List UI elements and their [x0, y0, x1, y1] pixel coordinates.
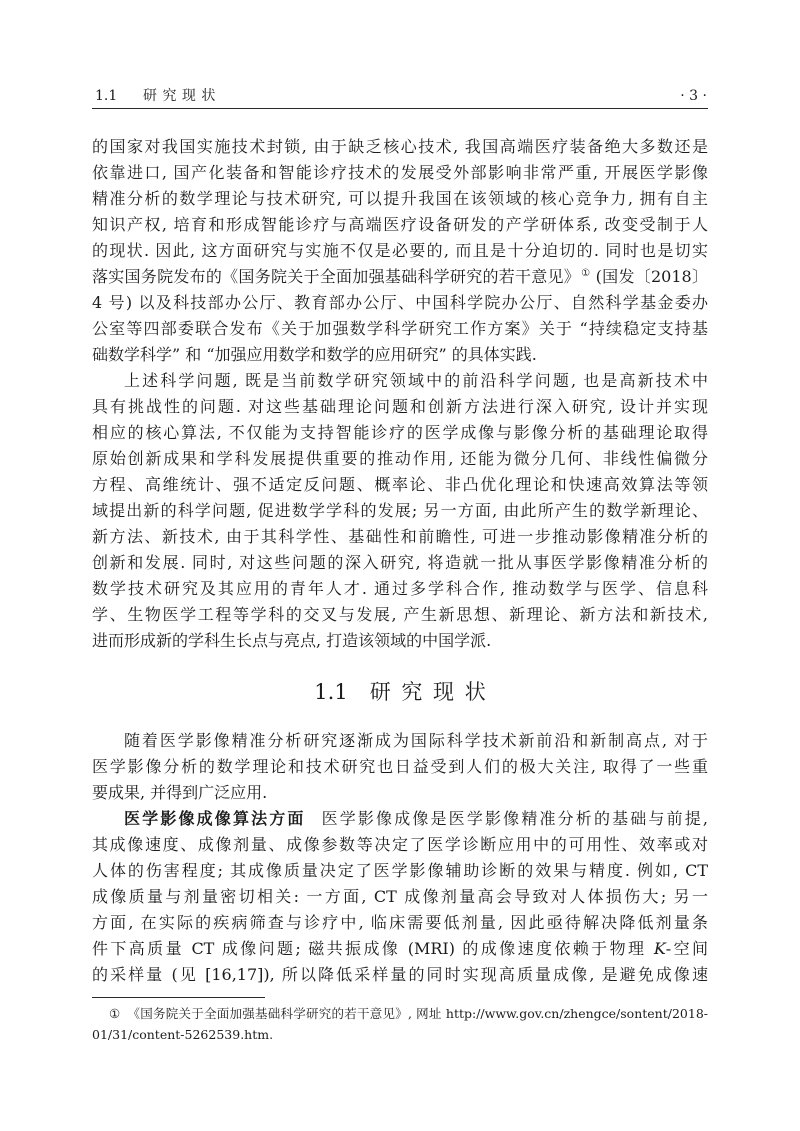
- header-rule: [92, 108, 708, 109]
- section-heading: [92, 678, 708, 706]
- text-segment: (国发〔2018〕: [590, 267, 708, 286]
- text-line: 数学技术研究及其应用的青年人才. 通过多学科合作, 推动数学与医学、信息科: [92, 579, 708, 598]
- text-line: 方面, 在实际的疾病筛查与诊疗中, 临床需要低剂量, 因此亟待解决降低剂量条: [92, 913, 708, 932]
- body-text-lower: [92, 728, 708, 988]
- page-number: · 3 ·: [680, 88, 707, 104]
- text-line: 相应的核心算法, 不仅能为支持智能诊疗的医学成像与影像分析的基础理论取得: [92, 423, 708, 442]
- section-number: 1.1: [314, 680, 348, 704]
- footnote-rule: [92, 997, 265, 998]
- footnote: [92, 1003, 708, 1045]
- paragraph-4: [92, 806, 708, 988]
- text-line: 依靠进口, 国产化装备和智能诊疗技术的发展受外部影响非常严重, 开展医学影像: [92, 163, 708, 182]
- text-line: 学、生物医学工程等学科的交叉与发展, 产生新思想、新理论、新方法和新技术,: [92, 605, 708, 624]
- text-line: 人体的伤害程度; 其成像质量决定了医学影像辅助诊断的效果与精度. 例如, CT: [92, 861, 708, 880]
- running-header-section-title: 研 究 现 状: [143, 88, 216, 104]
- paragraph-3: [92, 728, 708, 806]
- text-line: 具有挑战性的问题. 对这些基础理论问题和创新方法进行深入研究, 设计并实现: [92, 397, 708, 416]
- paragraph-2: [92, 368, 708, 654]
- paragraph-lead-heading: 医学影像成像算法方面: [124, 809, 306, 828]
- text-line: 知识产权, 培育和形成智能诊疗与高端医疗设备研发的产学研体系, 改变受制于人: [92, 215, 708, 234]
- text-segment: 落实国务院发布的《国务院关于全面加强基础科学研究的若干意见》: [92, 267, 581, 286]
- running-header-section-number: 1.1: [95, 88, 118, 104]
- text-line: 的采样量 (见 [16,17]), 所以降低采样量的同时实现高质量成像, 是避免成像速: [92, 965, 708, 984]
- text-line: 方程、高维统计、强不适定反问题、概率论、非凸优化理论和快速高效算法等领: [92, 475, 708, 494]
- text-line: 成像质量与剂量密切相关: 一方面, CT 成像剂量高会导致对人体损伤大; 另一: [92, 887, 708, 906]
- text-segment: 医学影像成像是医学影像精准分析的基础与前提,: [321, 809, 708, 828]
- text-line: [92, 936, 708, 962]
- text-line: 域提出新的科学问题, 促进数学学科的发展; 另一方面, 由此所产生的数学新理论、: [92, 501, 708, 520]
- footnote-line: [92, 1003, 708, 1024]
- text-line: 医学影像分析的数学理论和技术研究也日益受到人们的极大关注, 取得了一些重: [92, 757, 708, 776]
- text-line: 进而形成新的学科生长点与亮点, 打造该领域的中国学派.: [92, 631, 492, 650]
- text-line: 的国家对我国实施技术封锁, 由于缺乏核心技术, 我国高端医疗装备绝大多数还是: [92, 137, 708, 156]
- text-segment: 件下高质量 CT 成像问题; 磁共振成像 (MRI) 的成像速度依赖于物理: [92, 939, 654, 958]
- text-line: 要成果, 并得到广泛应用.: [92, 783, 268, 802]
- footnote-reference: ①: [581, 268, 591, 279]
- text-line: [92, 264, 708, 290]
- text-line: 的现状. 因此, 这方面研究与实施不仅是必要的, 而且是十分迫切的. 同时也是切实: [92, 241, 708, 260]
- text-line: 上述科学问题, 既是当前数学研究领域中的前沿科学问题, 也是高新技术中: [124, 371, 708, 390]
- text-line: 随着医学影像精准分析研究逐渐成为国际科学技术新前沿和新制高点, 对于: [124, 731, 708, 750]
- footnote-text: 《国务院关于全面加强基础科学研究的若干意见》, 网址 http://www.gov.cn/zhengce/sontent/2018-: [127, 1006, 708, 1021]
- text-line: 新方法、新技术, 由于其科学性、基础性和前瞻性, 可进一步推动影像精准分析的: [92, 527, 708, 546]
- text-line: 精准分析的数学理论与技术研究, 可以提升我国在该领域的核心竞争力, 拥有自主: [92, 189, 708, 208]
- text-line: [92, 806, 708, 832]
- text-line: 公室等四部委联合发布《关于加强数学科学研究工作方案》关于 “持续稳定支持基: [92, 319, 708, 338]
- text-segment: -空间: [665, 939, 708, 958]
- paragraph-1: [92, 134, 708, 368]
- text-line: 创新和发展. 同时, 对这些问题的深入研究, 将造就一批从事医学影像精准分析的: [92, 553, 708, 572]
- running-header: [92, 86, 708, 106]
- body-text-upper: [92, 134, 708, 654]
- footnote-line: 01/31/content-5262539.htm.: [92, 1027, 274, 1042]
- text-line: 其成像速度、成像剂量、成像参数等决定了医学诊断应用中的可用性、效率或对: [92, 835, 708, 854]
- text-line: 4 号) 以及科技部办公厅、教育部办公厅、中国科学院办公厅、自然科学基金委办: [92, 293, 708, 312]
- text-line: 原始创新成果和学科发展提供重要的推动作用, 还能为微分几何、非线性偏微分: [92, 449, 708, 468]
- text-line: 础数学科学” 和 “加强应用数学和数学的应用研究” 的具体实践.: [92, 345, 537, 364]
- footnote-mark: ①: [109, 1006, 121, 1021]
- section-title: 研 究 现 状: [369, 680, 486, 704]
- italic-symbol: K: [653, 939, 666, 958]
